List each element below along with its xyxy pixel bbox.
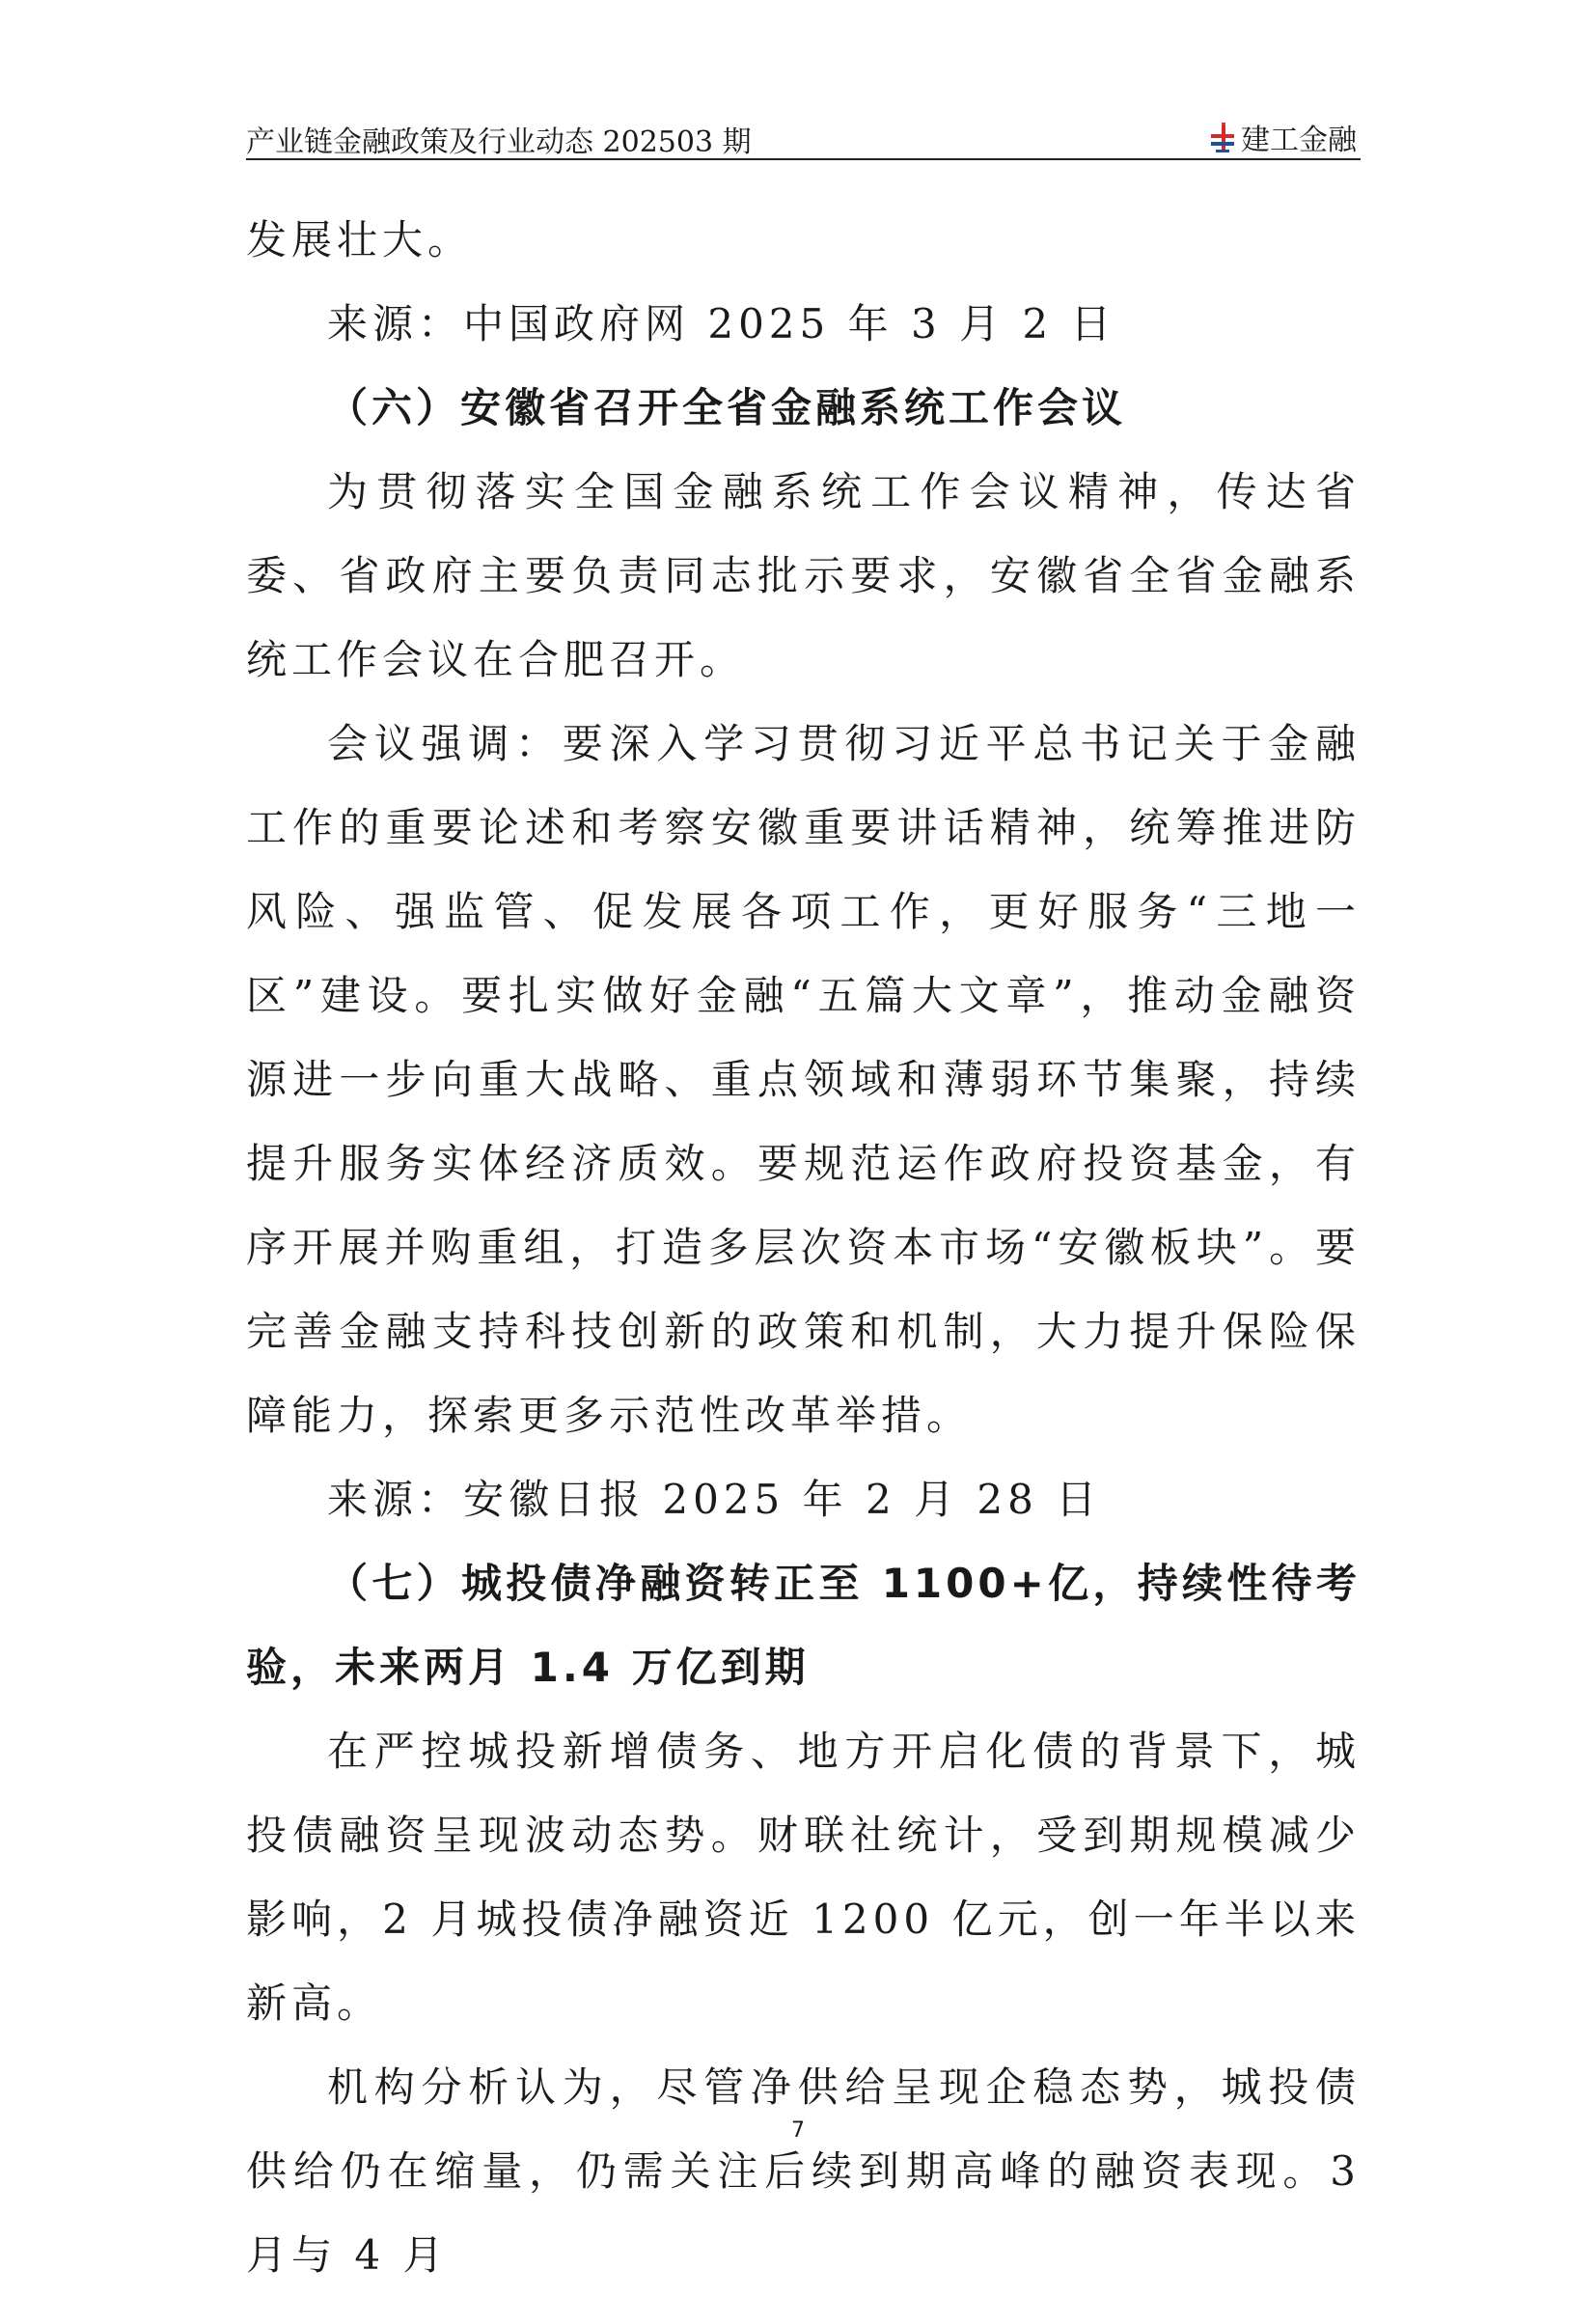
paragraph-continuation: 发展壮大。: [246, 216, 474, 263]
header-brand: [1208, 116, 1357, 158]
page-header: [246, 114, 1361, 160]
section-heading-7: （七）城投债净融资转正至 1100+亿，持续性待考验，未来两月 1.4 万亿到期: [246, 1560, 1361, 1691]
paragraph: 为贯彻落实全国金融系统工作会议精神，传达省委、省政府主要负责同志批示要求，安徽省全省金融系统工作会议在合肥召开。: [246, 468, 1361, 683]
page-number: 7: [791, 2118, 805, 2143]
document-body: [246, 198, 1361, 2297]
jg-logo-icon: [1208, 121, 1237, 153]
paragraph: 在严控城投新增债务、地方开启化债的背景下，城投债融资呈现波动态势。财联社统计，受到期规模减少影响，2 月城投债净融资近 1200 亿元，创一年半以来新高。: [246, 1728, 1361, 2027]
paragraph: 机构分析认为，尽管净供给呈现企稳态势，城投债供给仍在缩量，仍需关注后续到期高峰的融资表现。3 月与 4 月: [246, 2063, 1361, 2279]
brand-name: 建工金融: [1241, 124, 1357, 157]
source-line: 来源：安徽日报 2025 年 2 月 28 日: [327, 1476, 1102, 1523]
section-heading-6: （六）安徽省召开全省金融系统工作会议: [327, 384, 1127, 431]
paragraph: 会议强调：要深入学习贯彻习近平总书记关于金融工作的重要论述和考察安徽重要讲话精神，统筹推进防风险、强监管、促发展各项工作，更好服务“三地一区”建设。要扎实做好金融“五篇大文章”，推动金融资源进一步向重大战略、重点领域和薄弱环节集聚，持续提升服务实体经济质效。要规范运作政府投资基金，有序开展并购重组，打造多层次资本市场“安徽板块”。要完善金融支持科技创新的政策和机制，大力提升保险保障能力，探索更多示范性改革举措。: [246, 720, 1361, 1439]
source-line: 来源：中国政府网 2025 年 3 月 2 日: [327, 300, 1116, 347]
header-title: 产业链金融政策及行业动态 202503 期: [246, 125, 752, 159]
